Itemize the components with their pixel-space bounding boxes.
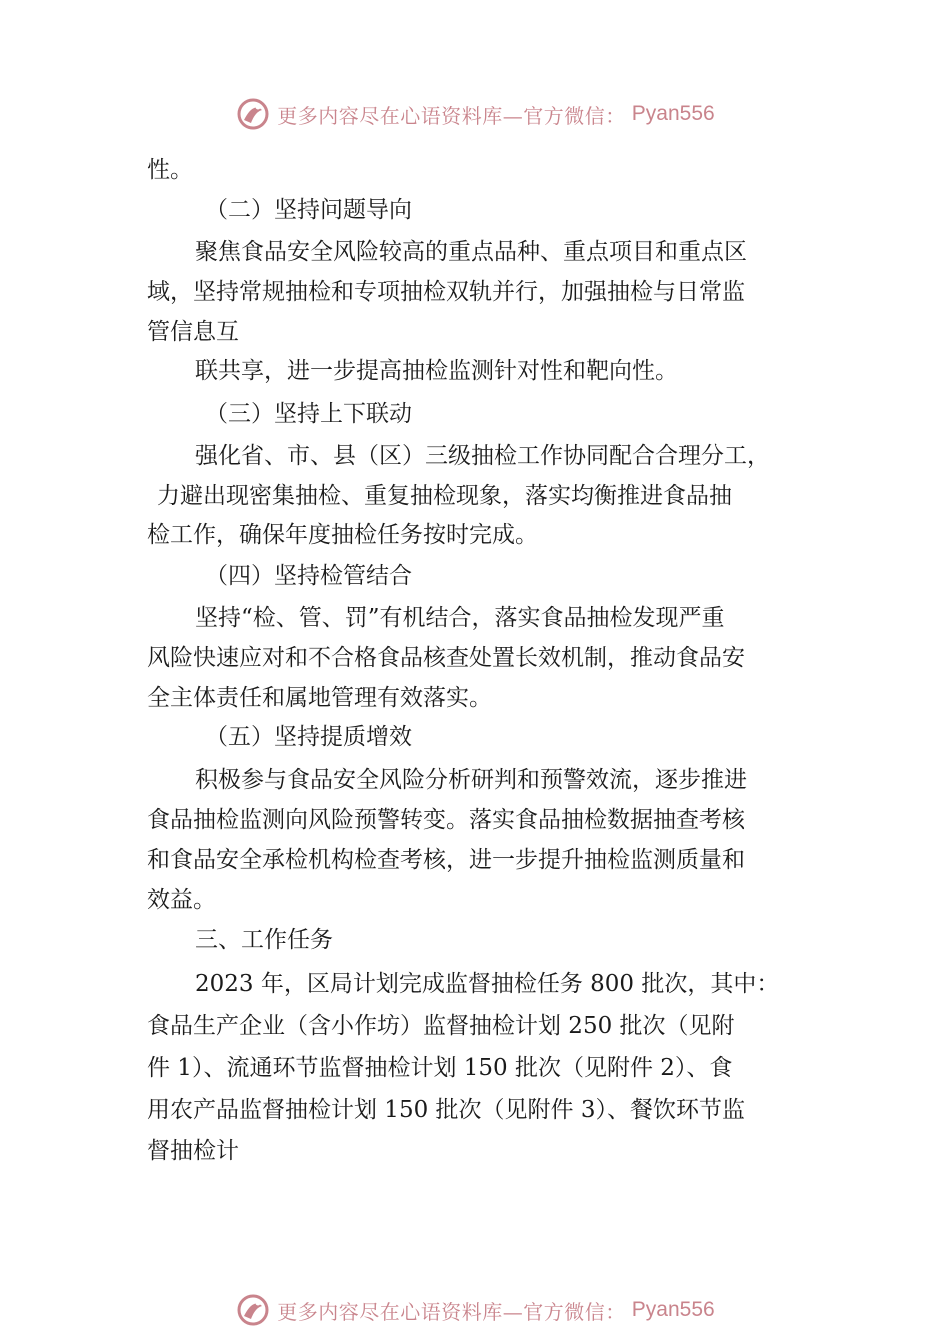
text-line: 和食品安全承检机构检查考核，进一步提升抽检监测质量和 bbox=[147, 847, 745, 873]
text-line: 域，坚持常规抽检和专项抽检双轨并行，加强抽检与日常监 bbox=[147, 279, 745, 305]
text-line: 全主体责任和属地管理有效落实。 bbox=[147, 685, 492, 711]
text-line: 强化省、市、县（区）三级抽检工作协同配合合理分工， bbox=[195, 443, 770, 469]
header-watermark-banner bbox=[0, 94, 950, 134]
logo-icon bbox=[235, 96, 271, 132]
text-line: 效益。 bbox=[147, 887, 216, 913]
text-line: 坚持“检、管、罚”有机结合，落实食品抽检发现严重 bbox=[195, 605, 725, 631]
text-line: 联共享，进一步提高抽检监测针对性和靶向性。 bbox=[195, 358, 678, 384]
watermark-text: 更多内容尽在心语资料库—官方微信： bbox=[277, 103, 626, 128]
text-line: 用农产品监督抽检计划 150 批次（见附件 3）、餐饮环节监 bbox=[147, 1097, 745, 1123]
section-heading: （三）坚持上下联动 bbox=[205, 401, 412, 427]
watermark-wechat-id: Pyan556 bbox=[631, 1298, 715, 1321]
watermark-wechat-id: Pyan556 bbox=[631, 102, 715, 125]
text-line: 食品抽检监测向风险预警转变。落实食品抽检数据抽查考核 bbox=[147, 807, 745, 833]
text-line: 检工作，确保年度抽检任务按时完成。 bbox=[147, 522, 538, 548]
section-heading: （五）坚持提质增效 bbox=[205, 724, 412, 750]
footer-watermark-banner bbox=[0, 1290, 950, 1330]
text-line: 聚焦食品安全风险较高的重点品种、重点项目和重点区 bbox=[195, 239, 747, 265]
text-line: 督抽检计 bbox=[147, 1138, 239, 1164]
watermark-text: 更多内容尽在心语资料库—官方微信： bbox=[277, 1299, 626, 1324]
text-line: 食品生产企业（含小作坊）监督抽检计划 250 批次（见附 bbox=[147, 1013, 735, 1039]
logo-icon bbox=[235, 1292, 271, 1328]
text-line: 管信息互 bbox=[147, 319, 239, 345]
text-line: 件 1）、流通环节监督抽检计划 150 批次（见附件 2）、食 bbox=[147, 1055, 733, 1081]
text-line: 积极参与食品安全风险分析研判和预警效流，逐步推进 bbox=[195, 767, 747, 793]
text-line: 性。 bbox=[147, 157, 193, 183]
section-heading: （四）坚持检管结合 bbox=[205, 563, 412, 589]
section-heading: 三、工作任务 bbox=[195, 927, 333, 953]
section-heading: （二）坚持问题导向 bbox=[205, 197, 412, 223]
text-line: 2023 年，区局计划完成监督抽检任务 800 批次，其中： bbox=[195, 971, 780, 997]
text-line: 力避出现密集抽检、重复抽检现象，落实均衡推进食品抽 bbox=[157, 483, 732, 509]
text-line: 风险快速应对和不合格食品核查处置长效机制，推动食品安 bbox=[147, 645, 745, 671]
